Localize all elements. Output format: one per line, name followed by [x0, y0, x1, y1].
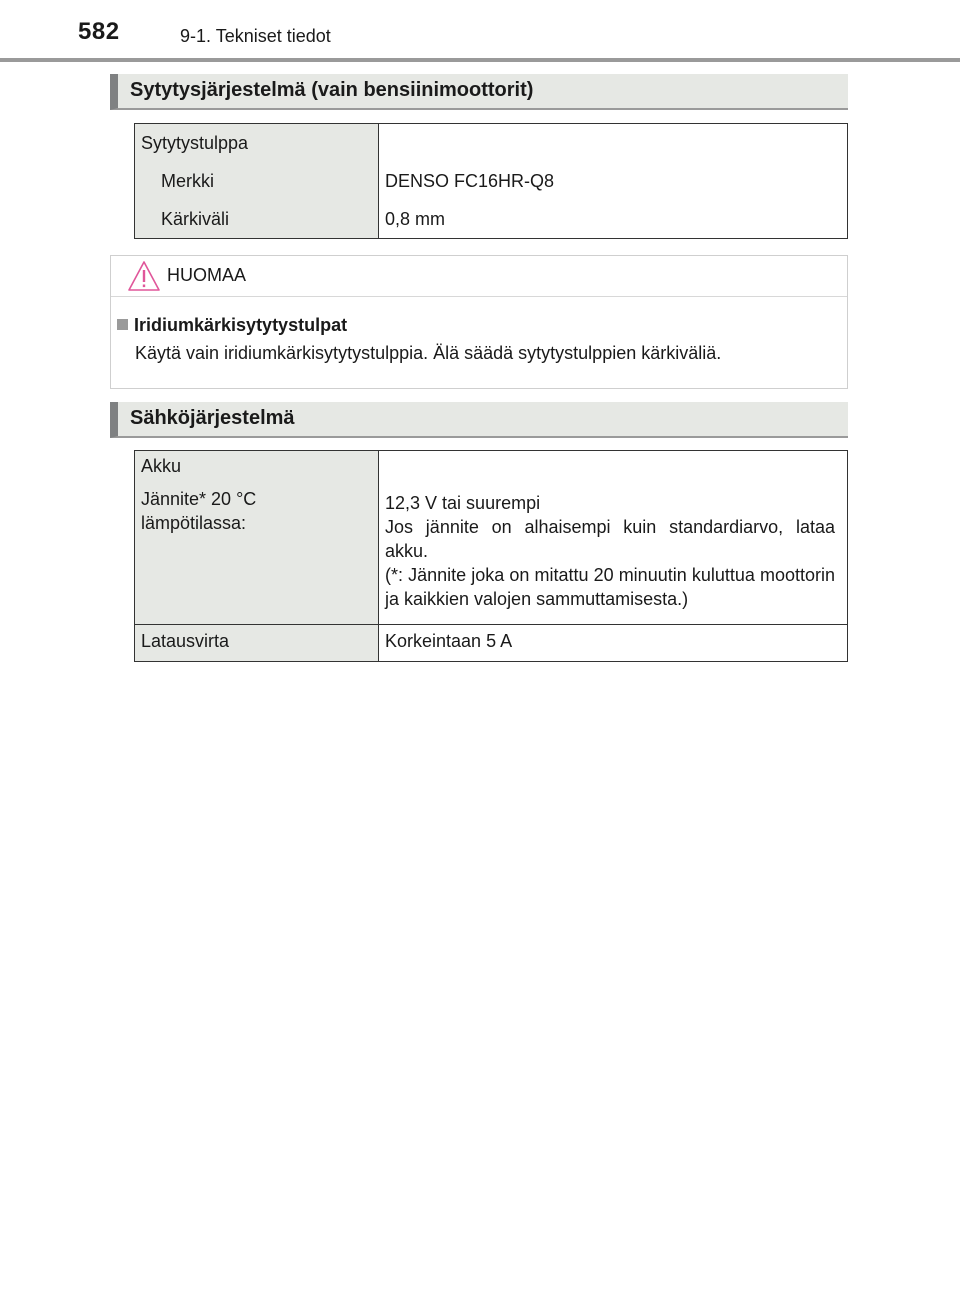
- charge-current-value: Korkeintaan 5 A: [385, 631, 513, 651]
- notice-subheading-text: Iridiumkärkisytytystulpat: [134, 315, 348, 335]
- value-cell: [379, 625, 848, 662]
- label-cell: [135, 451, 379, 625]
- notice-subheading: [117, 315, 347, 336]
- notice-box: [110, 255, 848, 389]
- voltage-label-line-2: lämpötilassa:: [141, 513, 247, 533]
- gap-label: Kärkiväli: [161, 209, 230, 229]
- value-cell: [379, 124, 848, 239]
- section-title-ignition: Sytytysjärjestelmä (vain bensiinimoottorit): [130, 79, 534, 101]
- header-rule: [0, 58, 960, 62]
- battery-label: Akku: [141, 456, 182, 476]
- voltage-value-line-2: Jos jännite on alhaisempi kuin standardiarvo, lataa akku.: [385, 517, 835, 561]
- gap-value: 0,8 mm: [385, 209, 446, 229]
- voltage-value-line-1: 12,3 V tai suurempi: [385, 493, 541, 513]
- voltage-value-line-3: (*: Jännite joka on mitattu 20 minuutin kuluttua moottorin ja kaikkien valojen sammuttamisesta.): [385, 565, 835, 609]
- spark-plug-label: Sytytystulppa: [141, 133, 249, 153]
- table-row: [135, 451, 848, 625]
- section-heading-ignition: [110, 74, 848, 110]
- square-bullet-icon: [117, 319, 128, 330]
- notice-title: HUOMAA: [167, 265, 247, 285]
- label-cell: [135, 124, 379, 239]
- brand-label: Merkki: [161, 171, 214, 191]
- charge-current-label: Latausvirta: [141, 631, 230, 651]
- chapter-title: 9-1. Tekniset tiedot: [180, 26, 331, 46]
- table-row: [135, 124, 848, 239]
- ignition-spec-table: [134, 123, 848, 239]
- spark-plug-value: [379, 124, 847, 162]
- notice-text: Käytä vain iridiumkärkisytytystulppia. Älä säädä sytytystulppien kärkiväliä.: [135, 343, 722, 363]
- warning-triangle-icon: [127, 260, 161, 292]
- value-cell: [379, 451, 848, 625]
- brand-value: DENSO FC16HR-Q8: [385, 171, 555, 191]
- label-cell: [135, 625, 379, 662]
- voltage-label-line-1: Jännite* 20 °C: [141, 489, 257, 509]
- section-heading-electrical: [110, 402, 848, 438]
- voltage-value: [379, 451, 847, 619]
- section-title-electrical: Sähköjärjestelmä: [130, 407, 295, 429]
- page-number: 582: [78, 18, 120, 45]
- notice-header: [111, 256, 847, 297]
- voltage-label: [135, 485, 378, 535]
- table-row: [135, 625, 848, 662]
- electrical-spec-table: [134, 450, 848, 662]
